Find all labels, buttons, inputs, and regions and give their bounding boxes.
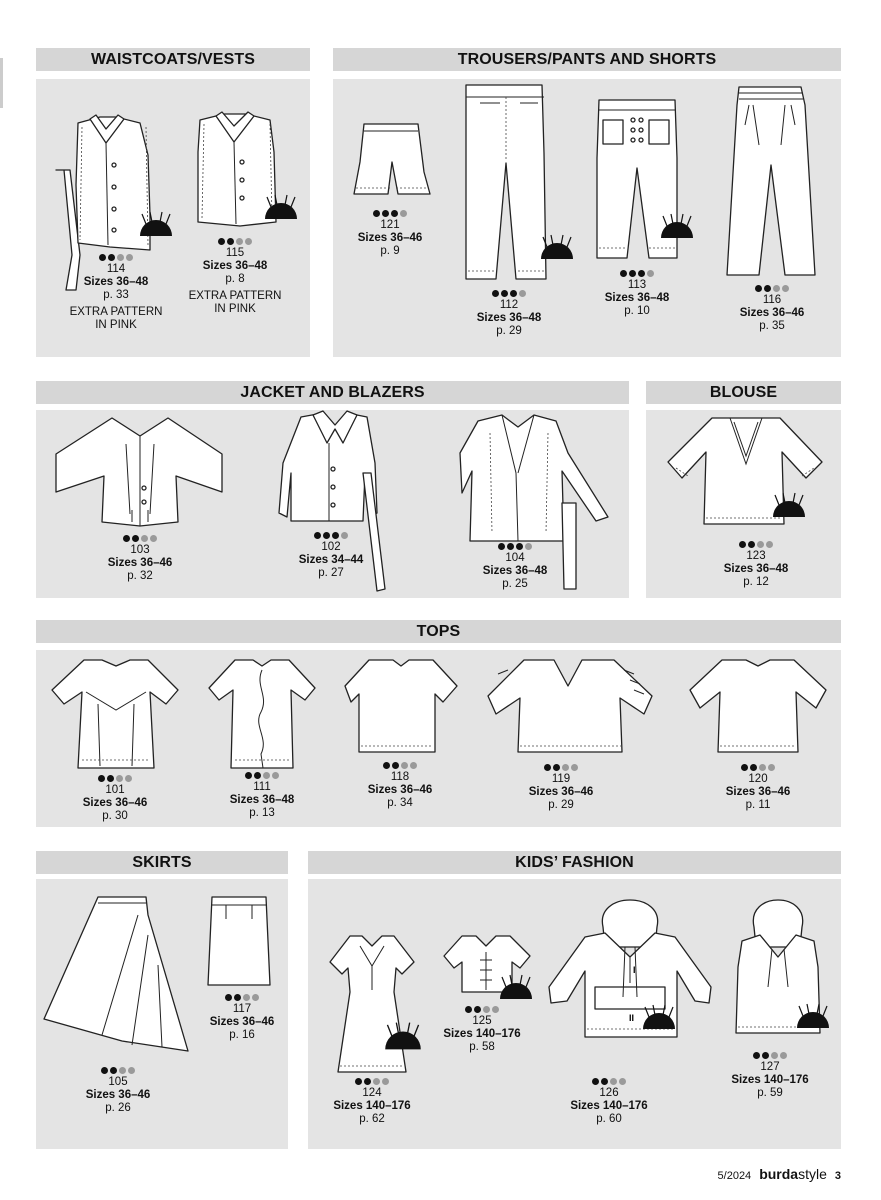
difficulty-dot-empty bbox=[766, 541, 773, 548]
difficulty-dot-filled bbox=[245, 772, 252, 779]
difficulty-dot-empty bbox=[410, 762, 417, 769]
pattern-item-105 bbox=[48, 1067, 188, 1115]
difficulty-dots bbox=[192, 772, 332, 779]
pattern-sizes: Sizes 36–48 bbox=[604, 292, 670, 304]
difficulty-dot-filled bbox=[218, 238, 225, 245]
pattern-number: 120 bbox=[748, 773, 768, 785]
section-header-tops: TOPS bbox=[36, 620, 841, 643]
pattern-number: 112 bbox=[499, 299, 519, 311]
difficulty-dot-filled bbox=[516, 543, 523, 550]
difficulty-dot-empty bbox=[619, 1078, 626, 1085]
pattern-sizes: Sizes 140–176 bbox=[333, 1100, 411, 1112]
difficulty-dots bbox=[70, 535, 210, 542]
pattern-page: p. 34 bbox=[387, 797, 413, 809]
pattern-item-117 bbox=[172, 994, 312, 1042]
difficulty-dot-filled bbox=[123, 535, 130, 542]
difficulty-dot-filled bbox=[332, 532, 339, 539]
pattern-sizes: Sizes 36–48 bbox=[482, 565, 548, 577]
difficulty-dot-filled bbox=[755, 285, 762, 292]
pattern-page: p. 35 bbox=[759, 320, 785, 332]
difficulty-dots bbox=[302, 1078, 442, 1085]
difficulty-dot-filled bbox=[99, 254, 106, 261]
difficulty-dot-filled bbox=[364, 1078, 371, 1085]
difficulty-dot-filled bbox=[510, 290, 517, 297]
page-footer bbox=[718, 1166, 841, 1182]
difficulty-dot-filled bbox=[501, 290, 508, 297]
difficulty-dot-filled bbox=[108, 254, 115, 261]
pattern-item-103 bbox=[70, 535, 210, 583]
pattern-number: 105 bbox=[108, 1076, 128, 1088]
pincushion-icon-125 bbox=[498, 973, 534, 1001]
difficulty-dot-empty bbox=[116, 775, 123, 782]
difficulty-dot-empty bbox=[768, 764, 775, 771]
page-edge-mark bbox=[0, 58, 3, 108]
pattern-page: p. 25 bbox=[502, 578, 528, 590]
pattern-number: 116 bbox=[762, 294, 782, 306]
difficulty-dot-filled bbox=[132, 535, 139, 542]
difficulty-dot-filled bbox=[753, 1052, 760, 1059]
difficulty-dot-filled bbox=[739, 541, 746, 548]
difficulty-dots bbox=[686, 541, 826, 548]
pattern-item-116 bbox=[702, 285, 842, 333]
pattern-sizes: Sizes 36–46 bbox=[209, 1016, 275, 1028]
pattern-item-120 bbox=[688, 764, 828, 812]
difficulty-dot-empty bbox=[245, 238, 252, 245]
difficulty-dot-filled bbox=[110, 1067, 117, 1074]
difficulty-dot-empty bbox=[128, 1067, 135, 1074]
difficulty-dots bbox=[45, 775, 185, 782]
difficulty-dot-empty bbox=[483, 1006, 490, 1013]
difficulty-dot-filled bbox=[391, 210, 398, 217]
difficulty-dot-empty bbox=[780, 1052, 787, 1059]
section-header-kids: KIDS’ FASHION bbox=[308, 851, 841, 874]
difficulty-dot-empty bbox=[771, 1052, 778, 1059]
difficulty-dots bbox=[539, 1078, 679, 1085]
difficulty-dot-empty bbox=[610, 1078, 617, 1085]
pattern-page: p. 60 bbox=[596, 1113, 622, 1125]
pattern-page: p. 29 bbox=[548, 799, 574, 811]
difficulty-dot-filled bbox=[748, 541, 755, 548]
issue-date: 5/2024 bbox=[717, 1170, 752, 1182]
pincushion-icon-115 bbox=[263, 193, 299, 221]
difficulty-dot-empty bbox=[125, 775, 132, 782]
pattern-number: 111 bbox=[253, 781, 271, 793]
pattern-number: 123 bbox=[746, 550, 766, 562]
difficulty-dot-filled bbox=[764, 285, 771, 292]
difficulty-dots bbox=[688, 764, 828, 771]
difficulty-dot-filled bbox=[323, 532, 330, 539]
difficulty-dot-filled bbox=[225, 994, 232, 1001]
difficulty-dot-filled bbox=[254, 772, 261, 779]
sketch-124-dress bbox=[322, 932, 422, 1077]
difficulty-dot-filled bbox=[553, 764, 560, 771]
section-header-skirts: SKIRTS bbox=[36, 851, 288, 874]
difficulty-dot-empty bbox=[272, 772, 279, 779]
section-header-jackets: JACKET AND BLAZERS bbox=[36, 381, 629, 404]
difficulty-dot-filled bbox=[592, 1078, 599, 1085]
difficulty-dot-empty bbox=[141, 535, 148, 542]
difficulty-dot-empty bbox=[519, 290, 526, 297]
pattern-page: p. 11 bbox=[745, 799, 771, 811]
difficulty-dot-filled bbox=[383, 762, 390, 769]
pattern-sizes: Sizes 36–46 bbox=[107, 557, 173, 569]
difficulty-dots bbox=[330, 762, 470, 769]
difficulty-dot-empty bbox=[119, 1067, 126, 1074]
pattern-number: 125 bbox=[472, 1015, 492, 1027]
difficulty-dot-empty bbox=[263, 772, 270, 779]
pattern-item-113 bbox=[567, 270, 707, 318]
difficulty-dot-empty bbox=[117, 254, 124, 261]
pattern-page: p. 8 bbox=[225, 273, 245, 285]
pattern-item-127 bbox=[700, 1052, 840, 1100]
difficulty-dot-empty bbox=[382, 1078, 389, 1085]
difficulty-dot-filled bbox=[107, 775, 114, 782]
pattern-number: 127 bbox=[760, 1061, 780, 1073]
roman-label-1: I bbox=[633, 965, 636, 975]
sketch-116-trousers bbox=[723, 85, 823, 280]
difficulty-dot-empty bbox=[525, 543, 532, 550]
pattern-sizes: Sizes 36–46 bbox=[85, 1089, 151, 1101]
pattern-page: p. 12 bbox=[743, 576, 769, 588]
difficulty-dot-empty bbox=[126, 254, 133, 261]
pattern-item-125 bbox=[412, 1006, 552, 1054]
pattern-sizes: Sizes 36–48 bbox=[723, 563, 789, 575]
pincushion-icon-123 bbox=[771, 491, 807, 519]
difficulty-dot-filled bbox=[601, 1078, 608, 1085]
pattern-item-102 bbox=[261, 532, 401, 580]
sketch-117-skirt bbox=[204, 895, 274, 990]
difficulty-dot-empty bbox=[492, 1006, 499, 1013]
pattern-page: p. 26 bbox=[105, 1102, 131, 1114]
pattern-number: 103 bbox=[130, 544, 150, 556]
difficulty-dots bbox=[320, 210, 460, 217]
pattern-page: p. 27 bbox=[318, 567, 344, 579]
sketch-111-top bbox=[207, 656, 317, 771]
pattern-number: 124 bbox=[362, 1087, 382, 1099]
pattern-number: 117 bbox=[232, 1003, 252, 1015]
difficulty-dots bbox=[491, 764, 631, 771]
pincushion-icon-126 bbox=[641, 1003, 677, 1031]
sketch-101-top bbox=[50, 656, 180, 771]
pincushion-icon-113 bbox=[659, 212, 695, 240]
difficulty-dot-empty bbox=[243, 994, 250, 1001]
sketch-118-top bbox=[343, 656, 458, 756]
pattern-page: p. 33 bbox=[103, 289, 129, 301]
difficulty-dot-filled bbox=[474, 1006, 481, 1013]
section-header-waistcoats: WAISTCOATS/VESTS bbox=[36, 48, 310, 71]
pattern-sizes: Sizes 36–46 bbox=[528, 786, 594, 798]
pattern-sizes: Sizes 140–176 bbox=[570, 1100, 648, 1112]
pattern-number: 101 bbox=[105, 784, 125, 796]
difficulty-dot-empty bbox=[401, 762, 408, 769]
pattern-sizes: Sizes 36–46 bbox=[82, 797, 148, 809]
pattern-item-124 bbox=[302, 1078, 442, 1126]
difficulty-dots bbox=[439, 290, 579, 297]
difficulty-dot-empty bbox=[647, 270, 654, 277]
difficulty-dot-filled bbox=[234, 994, 241, 1001]
difficulty-dot-filled bbox=[101, 1067, 108, 1074]
difficulty-dot-empty bbox=[571, 764, 578, 771]
difficulty-dot-filled bbox=[373, 210, 380, 217]
difficulty-dot-empty bbox=[373, 1078, 380, 1085]
difficulty-dot-filled bbox=[620, 270, 627, 277]
pattern-sizes: Sizes 36–46 bbox=[357, 232, 423, 244]
pattern-number: 104 bbox=[505, 552, 525, 564]
pattern-number: 126 bbox=[599, 1087, 619, 1099]
difficulty-dots bbox=[165, 238, 305, 245]
pattern-item-121 bbox=[320, 210, 460, 258]
difficulty-dot-filled bbox=[750, 764, 757, 771]
pattern-page: p. 10 bbox=[624, 305, 650, 317]
difficulty-dots bbox=[172, 994, 312, 1001]
pattern-page: p. 32 bbox=[127, 570, 153, 582]
sketch-112-trousers bbox=[460, 83, 550, 283]
difficulty-dot-filled bbox=[382, 210, 389, 217]
section-header-trousers: TROUSERS/PANTS AND SHORTS bbox=[333, 48, 841, 71]
difficulty-dot-empty bbox=[236, 238, 243, 245]
pattern-item-119 bbox=[491, 764, 631, 812]
pattern-number: 118 bbox=[390, 771, 410, 783]
difficulty-dot-empty bbox=[400, 210, 407, 217]
brand-logo: burdastyle bbox=[759, 1166, 827, 1182]
difficulty-dot-filled bbox=[638, 270, 645, 277]
difficulty-dot-empty bbox=[341, 532, 348, 539]
difficulty-dot-filled bbox=[355, 1078, 362, 1085]
roman-label-2: II bbox=[629, 1013, 635, 1023]
sketch-119-top bbox=[484, 656, 654, 756]
pattern-sizes: Sizes 36–48 bbox=[476, 312, 542, 324]
pattern-item-115 bbox=[165, 238, 305, 316]
pattern-item-101 bbox=[45, 775, 185, 823]
difficulty-dot-filled bbox=[629, 270, 636, 277]
pattern-item-112 bbox=[439, 290, 579, 338]
pattern-page: p. 29 bbox=[496, 325, 522, 337]
pattern-number: 121 bbox=[380, 219, 400, 231]
pattern-page: p. 30 bbox=[102, 810, 128, 822]
pattern-item-123 bbox=[686, 541, 826, 589]
difficulty-dot-empty bbox=[759, 764, 766, 771]
pattern-page: p. 13 bbox=[249, 807, 275, 819]
pattern-page: p. 59 bbox=[757, 1087, 783, 1099]
difficulty-dot-filled bbox=[741, 764, 748, 771]
pattern-sizes: Sizes 36–46 bbox=[367, 784, 433, 796]
difficulty-dot-empty bbox=[252, 994, 259, 1001]
pattern-item-126 bbox=[539, 1078, 679, 1126]
pattern-number: 114 bbox=[106, 263, 126, 275]
difficulty-dots bbox=[412, 1006, 552, 1013]
difficulty-dot-empty bbox=[782, 285, 789, 292]
sketch-126-anorak bbox=[545, 887, 715, 1047]
pattern-sizes: Sizes 140–176 bbox=[443, 1028, 521, 1040]
difficulty-dot-empty bbox=[150, 535, 157, 542]
page-number: 3 bbox=[834, 1170, 841, 1182]
difficulty-dot-filled bbox=[392, 762, 399, 769]
difficulty-dot-empty bbox=[757, 541, 764, 548]
pattern-item-104 bbox=[445, 543, 585, 591]
pattern-sizes: Sizes 140–176 bbox=[731, 1074, 809, 1086]
pincushion-icon-127 bbox=[795, 1002, 831, 1030]
difficulty-dot-filled bbox=[314, 532, 321, 539]
difficulty-dots bbox=[48, 1067, 188, 1074]
difficulty-dot-filled bbox=[98, 775, 105, 782]
extra-pattern-note: EXTRA PATTERN IN PINK bbox=[188, 290, 282, 315]
difficulty-dot-filled bbox=[544, 764, 551, 771]
difficulty-dot-filled bbox=[507, 543, 514, 550]
pattern-sizes: Sizes 36–46 bbox=[725, 786, 791, 798]
difficulty-dot-empty bbox=[562, 764, 569, 771]
pattern-sizes: Sizes 36–46 bbox=[739, 307, 805, 319]
pattern-page: p. 58 bbox=[469, 1041, 495, 1053]
pattern-item-111 bbox=[192, 772, 332, 820]
difficulty-dot-empty bbox=[773, 285, 780, 292]
extra-pattern-note: EXTRA PATTERN IN PINK bbox=[69, 306, 163, 331]
pattern-page: p. 16 bbox=[229, 1029, 255, 1041]
difficulty-dots bbox=[261, 532, 401, 539]
pattern-sizes: Sizes 36–48 bbox=[229, 794, 295, 806]
pattern-item-118 bbox=[330, 762, 470, 810]
difficulty-dot-filled bbox=[492, 290, 499, 297]
pincushion-icon-112 bbox=[539, 233, 575, 261]
difficulty-dots bbox=[700, 1052, 840, 1059]
pattern-sizes: Sizes 36–48 bbox=[83, 276, 149, 288]
pattern-number: 113 bbox=[627, 279, 647, 291]
pattern-number: 119 bbox=[551, 773, 571, 785]
pattern-number: 115 bbox=[225, 247, 245, 259]
sketch-103-jacket bbox=[52, 414, 228, 529]
pattern-sizes: Sizes 34–44 bbox=[298, 554, 364, 566]
difficulty-dots bbox=[702, 285, 842, 292]
difficulty-dot-filled bbox=[227, 238, 234, 245]
section-header-blouse: BLOUSE bbox=[646, 381, 841, 404]
sketch-105-skirt bbox=[42, 895, 192, 1060]
difficulty-dots bbox=[445, 543, 585, 550]
pattern-page: p. 62 bbox=[359, 1113, 385, 1125]
sketch-121-shorts bbox=[350, 122, 435, 202]
difficulty-dot-filled bbox=[465, 1006, 472, 1013]
pattern-sizes: Sizes 36–48 bbox=[202, 260, 268, 272]
difficulty-dots bbox=[567, 270, 707, 277]
pincushion-icon-114 bbox=[138, 210, 174, 238]
sketch-120-top bbox=[688, 656, 828, 756]
difficulty-dot-filled bbox=[498, 543, 505, 550]
pattern-number: 102 bbox=[321, 541, 341, 553]
difficulty-dot-filled bbox=[762, 1052, 769, 1059]
pattern-page: p. 9 bbox=[380, 245, 400, 257]
